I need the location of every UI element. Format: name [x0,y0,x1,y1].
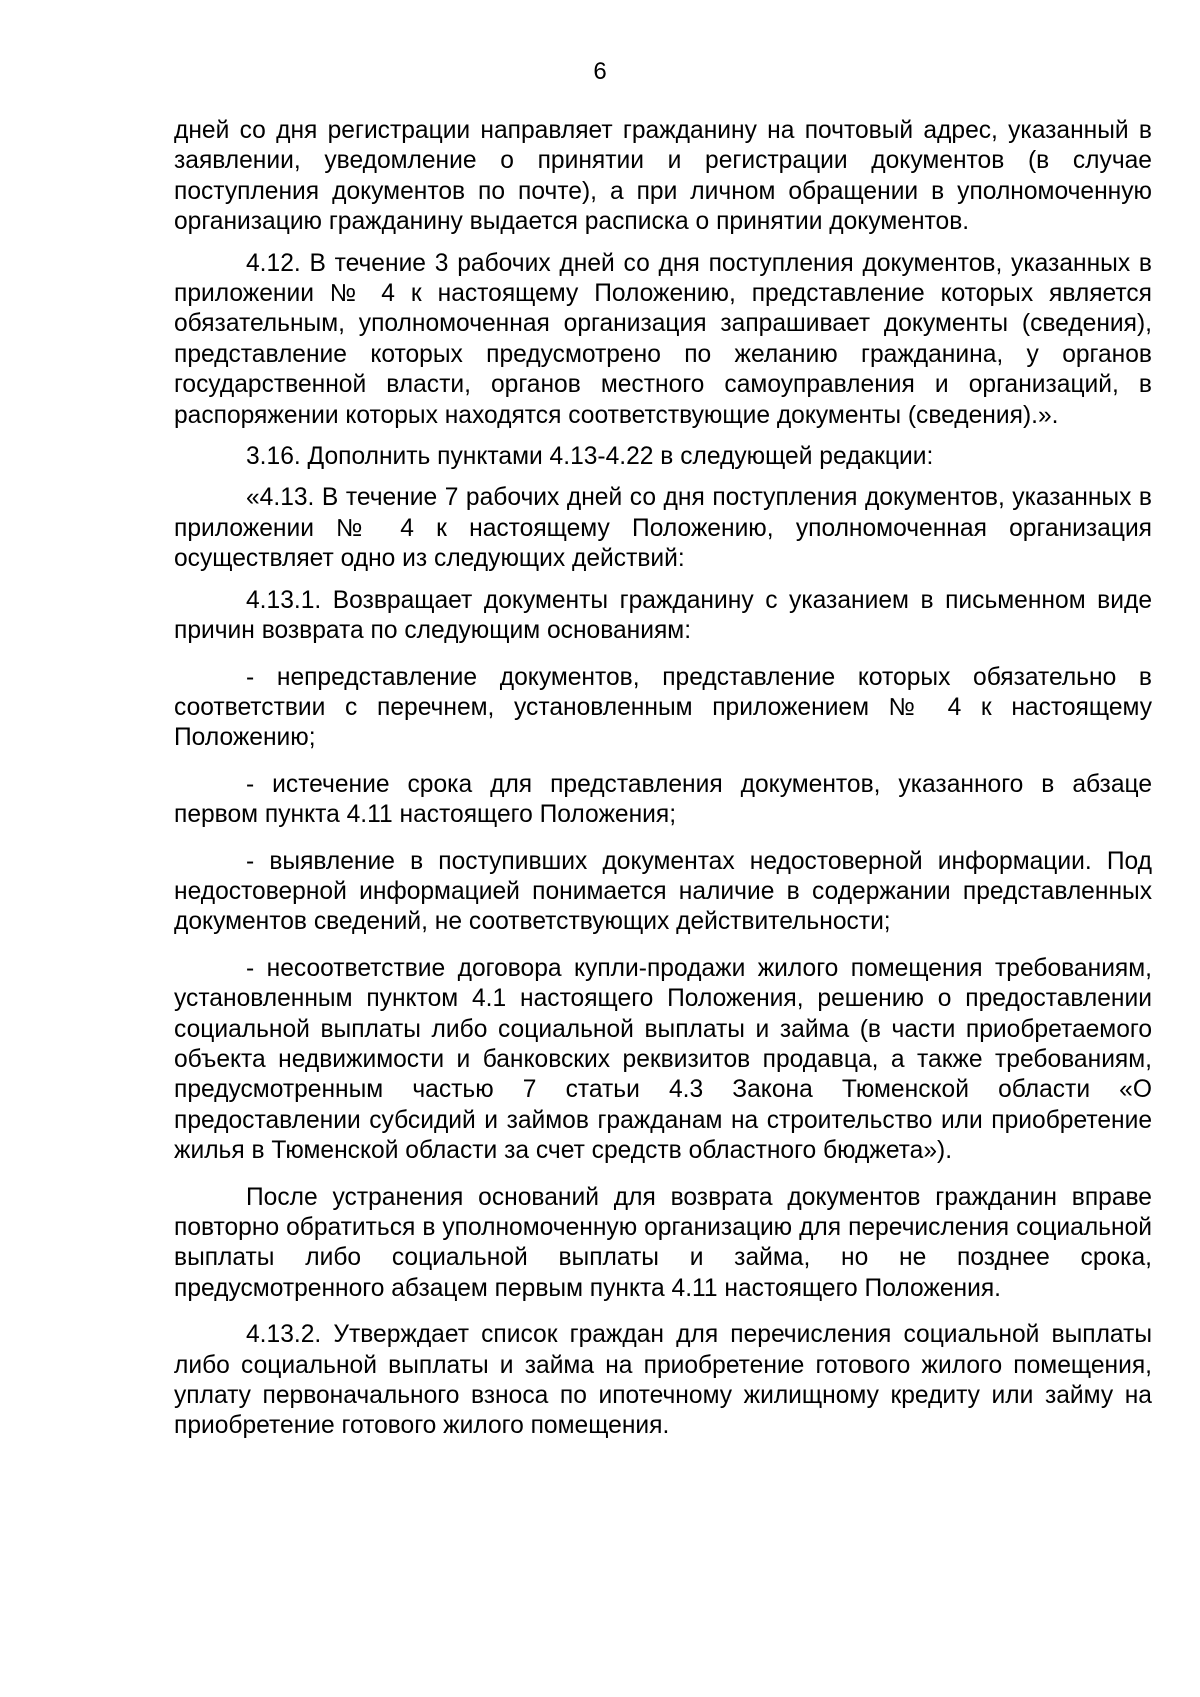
paragraph-4-13: «4.13. В течение 7 рабочих дней со дня поступления документов, указанных в приложении № 4 к настоящему Положению, уполномоченная организация осуществляет одно из следующих действий: [174,484,1152,573]
list-item-contract-mismatch: - несоответствие договора купли-продажи жилого помещения требованиям, установленным пунктом 4.1 настоящего Положения, решению о предоставлении социальной выплаты либо социальной выплаты и займа (в части приобретаемого объекта недвижимости и банковских реквизитов продавца, а также требованиям, предусмотренным частью 7 статьи 4.3 Закона Тюменской области «О предоставлении субсидий и займов гражданам на строительство или приобретение жилья в Тюменской области за счет средств областного бюджета»). [174,954,1152,1165]
paragraph-resubmission: После устранения оснований для возврата документов гражданин вправе повторно обратиться в уполномоченную организацию для перечисления социальной выплаты либо социальной выплаты и займа, но не позднее срока, предусмотренного абзацем первым пункта 4.11 настоящего Положения. [174,1183,1152,1302]
paragraph-4-13-2: 4.13.2. Утверждает список граждан для перечисления социальной выплаты либо социальной выплаты и займа на приобретение готового жилого помещения, уплату первоначального взноса по ипотечному жилищному кредиту или займу на приобретение готового жилого помещения. [174,1321,1152,1440]
page-number: 6 [593,58,607,85]
list-item-nonsubmission: - непредставление документов, представление которых обязательно в соответствии с перечнем, установленным приложением № 4 к настоящему Положению; [174,663,1152,752]
paragraph-4-12: 4.12. В течение 3 рабочих дней со дня поступления документов, указанных в приложении № 4 к настоящему Положению, представление которых является обязательным, уполномоченная организация запрашивает документы (сведения), представление которых предусмотрено по желанию гражданина, у органов государственной власти, органов местного самоуправления и организаций, в распоряжении которых находятся соответствующие документы (сведения).». [174,249,1152,429]
paragraph-3-16: 3.16. Дополнить пунктами 4.13-4.22 в следующей редакции: [246,443,934,471]
paragraph-continuation: дней со дня регистрации направляет гражданину на почтовый адрес, указанный в заявлении, уведомление о принятии и регистрации документов (в случае поступления документов по почте), а при личном обращении в уполномоченную организацию гражданину выдается расписка о принятии документов. [174,117,1152,236]
document-body [174,116,1152,1442]
list-item-false-information: - выявление в поступивших документах недостоверной информации. Под недостоверной информацией понимается наличие в содержании представленных документов сведений, не соответствующих действительности; [174,847,1152,936]
paragraph-4-13-1: 4.13.1. Возвращает документы гражданину с указанием в письменном виде причин возврата по следующим основаниям: [174,586,1152,645]
list-item-deadline-expiry: - истечение срока для представления документов, указанного в абзаце первом пункта 4.11 настоящего Положения; [174,770,1152,829]
